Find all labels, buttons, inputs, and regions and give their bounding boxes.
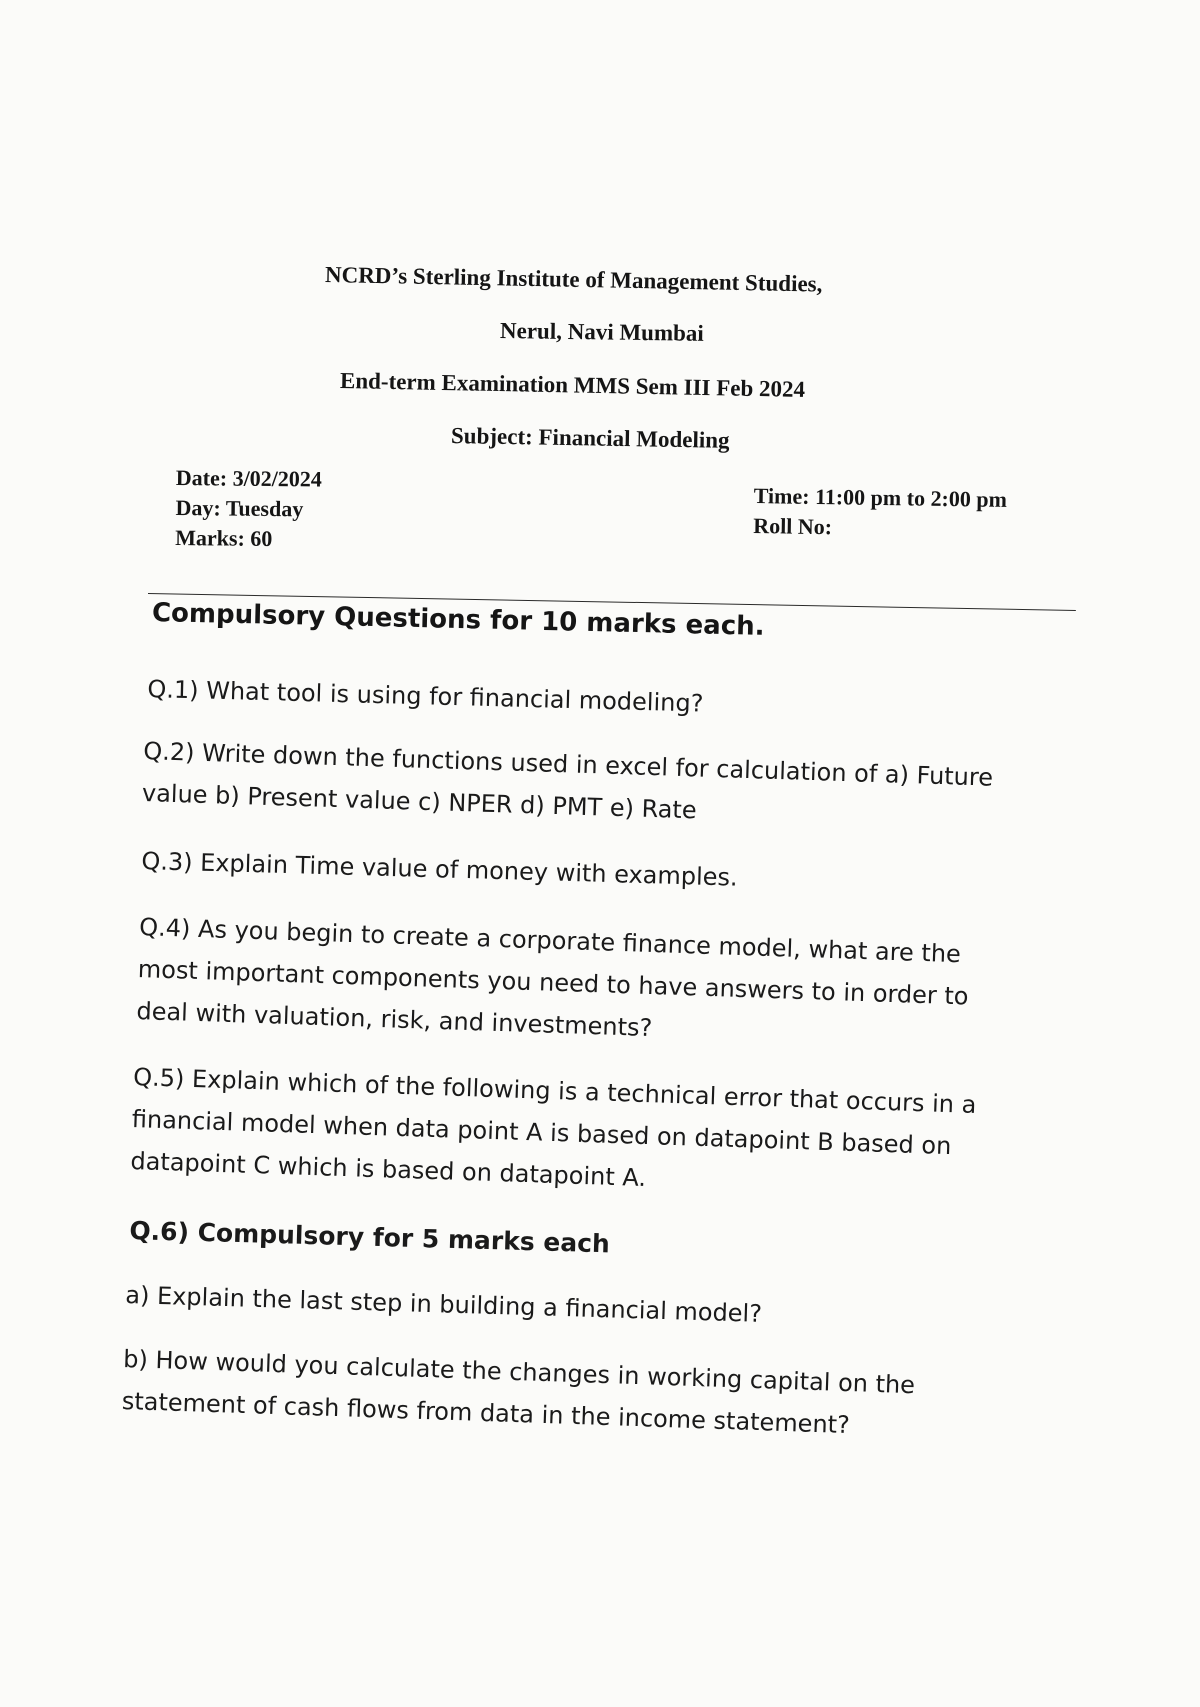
exam-time: Time: 11:00 pm to 2:00 pm (753, 482, 1008, 512)
question-5 (130, 1056, 977, 1210)
question-line: most important components you need to have answers to in order to (137, 954, 969, 1011)
question-6b (121, 1338, 915, 1448)
question-line: datapoint C which is based on datapoint A. (130, 1146, 647, 1193)
exam-marks: Marks: 60 (175, 524, 273, 552)
exam-date: Date: 3/02/2024 (175, 464, 323, 492)
question-line: Q.1) What tool is using for financial modeling? (147, 674, 704, 718)
question-line: Q.3) Explain Time value of money with examples. (141, 846, 739, 892)
exam-meta-left (175, 463, 322, 555)
question-line: value b) Present value c) NPER d) PMT e) Rate (141, 778, 698, 825)
question-line: statement of cash flows from data in the income statement? (121, 1386, 851, 1440)
exam-title: End-term Examination MMS Sem III Feb 2024 (339, 368, 806, 402)
exam-meta-right (753, 481, 1007, 545)
question-3 (141, 840, 738, 899)
question-6a (125, 1274, 763, 1335)
question-line: Q.4) As you begin to create a corporate finance model, what are the (138, 912, 962, 969)
question-line: deal with valuation, risk, and investments? (136, 996, 653, 1043)
exam-day: Day: Tuesday (175, 494, 304, 522)
question-2 (141, 730, 993, 841)
question-line: a) Explain the last step in building a financial model? (124, 1280, 763, 1328)
question-line: Q.5) Explain which of the following is a technical error that occurs in a (132, 1062, 977, 1119)
question-1 (147, 668, 704, 725)
question-line: Q.2) Write down the functions used in excel for calculation of a) Future (142, 736, 994, 792)
question-4 (136, 906, 971, 1059)
question-line: b) How would you calculate the changes in working capital on the (122, 1344, 916, 1400)
institute-name: NCRD’s Sterling Institute of Management Studies, (324, 262, 823, 297)
roll-number: Roll No: (753, 512, 833, 540)
question-6-heading (129, 1210, 611, 1265)
section-heading: Compulsory Questions for 10 marks each. (151, 598, 765, 642)
institute-location: Nerul, Navi Mumbai (499, 318, 704, 346)
question-line: financial model when data point A is based on datapoint B based on (131, 1104, 952, 1161)
question-line: Q.6) Compulsory for 5 marks each (129, 1215, 611, 1259)
subject-title: Subject: Financial Modeling (450, 423, 730, 453)
